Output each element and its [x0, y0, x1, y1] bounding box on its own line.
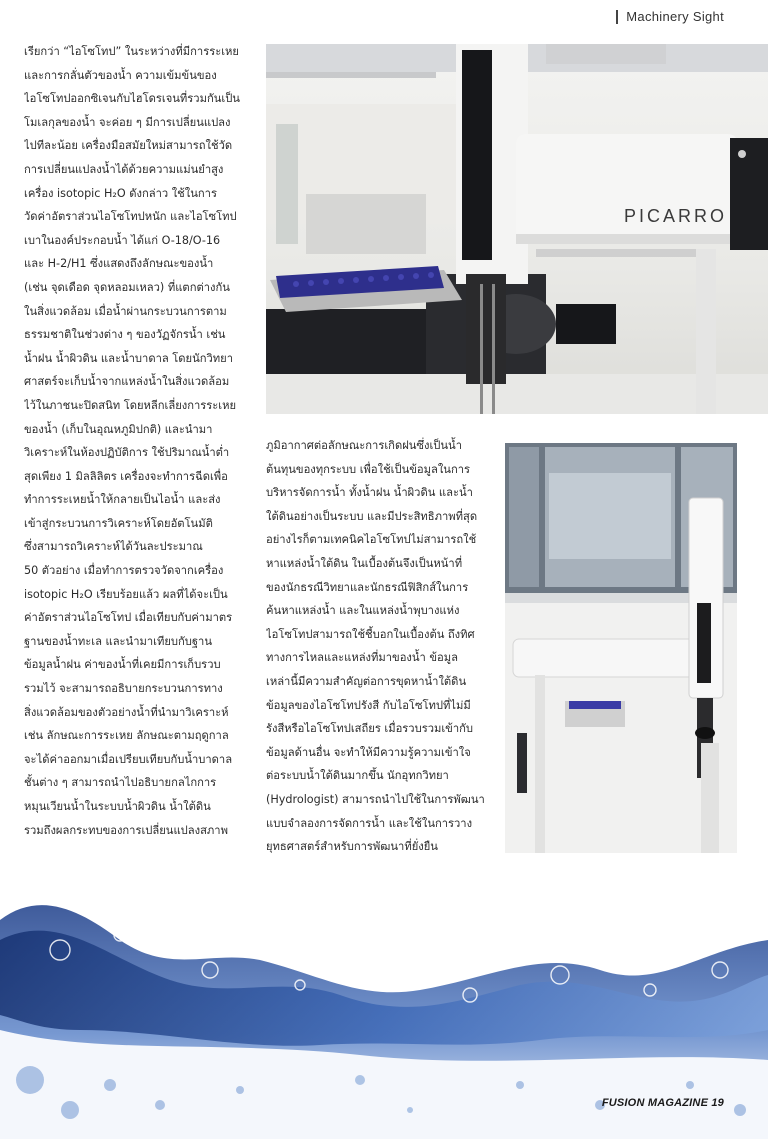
- text-line: ไปทีละน้อย เครื่องมือสมัยใหม่สามารถใช้วัด: [24, 139, 233, 153]
- text-line: อย่างไรก็ตามเทคนิคไอโซโทปไม่สามารถใช้: [266, 533, 477, 547]
- text-line: ไว้ในภาชนะปิดสนิท โดยหลีกเลี่ยงการระเหย: [24, 398, 237, 412]
- text-line: การเปลี่ยนแปลงน้ำได้ด้วยความแม่นยำสูง: [24, 162, 224, 176]
- text-line: วิเคราะห์ในห้องปฏิบัติการ ใช้ปริมาณน้ำต่ำ: [24, 446, 230, 460]
- text-line: ชั้นต่าง ๆ สามารถนำไปอธิบายกลไกการ: [24, 776, 217, 790]
- text-line: ยุทธศาสตร์สำหรับการพัฒนาที่ยั่งยืน: [266, 840, 438, 854]
- text-line: รวมไว้ จะสามารถอธิบายกระบวนการทาง: [24, 682, 223, 696]
- text-line: เช่น ลักษณะการระเหย ลักษณะตามฤดูกาล: [24, 729, 229, 743]
- text-line: หมุนเวียนน้ำในระบบน้ำผิวดิน น้ำใต้ดิน: [24, 800, 211, 813]
- text-line: ต่อระบบน้ำใต้ดินมากขึ้น นักอุทกวิทยา: [266, 769, 449, 783]
- text-line: ข้อมูลน้ำฝน ค่าของน้ำที่เคยมีการเก็บรวบ: [24, 658, 221, 672]
- page-footer: FUSION MAGAZINE 19: [601, 1097, 724, 1109]
- text-line: ธรรมชาติในช่วงต่าง ๆ ของวัฏจักรน้ำ เช่น: [24, 328, 226, 342]
- text-line: ค้นหาแหล่งน้ำ และในแหล่งน้ำพุบางแห่ง: [266, 604, 460, 618]
- text-line: จะได้ค่าออกมาเมื่อเปรียบเทียบกับน้ำบาดาล: [24, 752, 233, 766]
- section-title: Machinery Sight: [626, 9, 724, 25]
- text-line: isotopic H₂O เรียบร้อยแล้ว ผลที่ได้จะเป็น: [24, 587, 228, 601]
- text-line: วัดค่าอัตราส่วนไอโซโทปหนัก และไอโซโทป: [24, 210, 237, 224]
- text-line: เรียกว่า “ไอโซโทป” ในระหว่างที่มีการระเหย: [24, 45, 239, 58]
- text-line: ในสิ่งแวดล้อม เมื่อน้ำผ่านกระบวนการตาม: [24, 304, 227, 318]
- text-line: 50 ตัวอย่าง เมื่อทำการตรวจวัดจากเครื่อง: [24, 564, 224, 578]
- text-line: สุดเพียง 1 มิลลิลิตร เครื่องจะทำการฉีดเพื่อ: [24, 469, 228, 483]
- text-line: รวมถึงผลกระทบของการเปลี่ยนแปลงสภาพ: [24, 823, 228, 837]
- text-line: (เช่น จุดเดือด จุดหลอมเหลว) ที่แตกต่างกัน: [24, 280, 230, 294]
- text-line: ซึ่งสามารถวิเคราะห์ได้วันละประมาณ: [24, 540, 203, 554]
- text-line: และ H-2/H1 ซึ่งแสดงถึงลักษณะของน้ำ: [24, 257, 214, 271]
- text-line: ค่าอัตราส่วนไอโซโทป เมื่อเทียบกับค่ามาตร: [24, 611, 233, 625]
- text-line: ภูมิอากาศต่อลักษณะการเกิดฝนซึ่งเป็นน้ำ: [266, 439, 462, 452]
- text-line: ข้อมูลด้านอื่น จะทำให้มีความรู้ความเข้าใจ: [266, 745, 471, 759]
- text-line: ใต้ดินอย่างเป็นระบบ และมีประสิทธิภาพที่สุด: [266, 509, 478, 523]
- text-line: เครื่อง isotopic H₂O ดังกล่าว ใช้ในการ: [24, 186, 217, 200]
- text-line: สิ่งแวดล้อมของตัวอย่างน้ำที่นำมาวิเคราะห์: [24, 705, 229, 719]
- header-divider: [616, 10, 618, 24]
- autosampler-photo: [266, 44, 768, 414]
- picarro-logo: PICARRO: [624, 206, 728, 226]
- text-line: ของนักธรณีวิทยาและนักธรณีฟิสิกส์ในการ: [266, 580, 469, 594]
- middle-text-column: [266, 434, 500, 859]
- autosampler-side-photo: [505, 443, 737, 853]
- text-line: ไอโซโทปสามารถใช้ชี้บอกในเบื้องต้น ถึงทิศ: [266, 627, 475, 641]
- text-line: และการกลั่นตัวของน้ำ ความเข้มข้นของ: [24, 68, 217, 82]
- text-line: แบบจำลองการจัดการน้ำ และใช้ในการวาง: [266, 816, 473, 830]
- text-line: (Hydrologist) สามารถนำไปใช้ในการพัฒนา: [266, 792, 485, 806]
- text-line: เบาในองค์ประกอบน้ำ ได้แก่ O-18/O-16: [24, 233, 221, 247]
- autosampler-illustration: [266, 44, 768, 414]
- text-line: โมเลกุลของน้ำ จะค่อย ๆ มีการเปลี่ยนแปลง: [24, 115, 231, 129]
- text-line: ของน้ำ (เก็บในอุณหภูมิปกติ) และนำมา: [24, 422, 213, 436]
- left-text-column: [24, 40, 256, 842]
- text-line: เหล่านี้มีความสำคัญต่อการขุดหาน้ำใต้ดิน: [266, 674, 467, 688]
- text-line: เข้าสู่กระบวนการวิเคราะห์โดยอัตโนมัติ: [24, 516, 213, 530]
- autosampler-side-illustration: [505, 443, 737, 853]
- text-line: บริหารจัดการน้ำ ทั้งน้ำฝน น้ำผิวดิน และน้ำ: [266, 486, 473, 500]
- text-line: ทำการระเหยน้ำให้กลายเป็นไอน้ำ และส่ง: [24, 493, 221, 507]
- text-line: น้ำฝน น้ำผิวดิน และน้ำบาดาล โดยนักวิทยา: [24, 351, 234, 365]
- section-header: [616, 8, 724, 24]
- text-line: รังสีหรือไอโซโทปเสถียร เมื่อรวบรวมเข้ากับ: [266, 722, 473, 736]
- text-line: ข้อมูลของไอโซโทปรังสี กับไอโซโทปที่ไม่มี: [266, 698, 471, 712]
- text-line: ศาสตร์จะเก็บน้ำจากแหล่งน้ำในสิ่งแวดล้อม: [24, 375, 230, 389]
- text-line: ทางการไหลและแหล่งที่มาของน้ำ ข้อมูล: [266, 651, 458, 665]
- text-line: หาแหล่งน้ำใต้ดิน ในเบื้องต้นจึงเป็นหน้าที่: [266, 556, 463, 570]
- text-line: ไอโซโทปออกซิเจนกับไฮโดรเจนที่รวมกันเป็น: [24, 92, 240, 106]
- text-line: ฐานของน้ำทะเล และนำมาเทียบกับฐาน: [24, 634, 212, 648]
- text-line: ต้นทุนของทุกระบบ เพื่อใช้เป็นข้อมูลในการ: [266, 462, 471, 476]
